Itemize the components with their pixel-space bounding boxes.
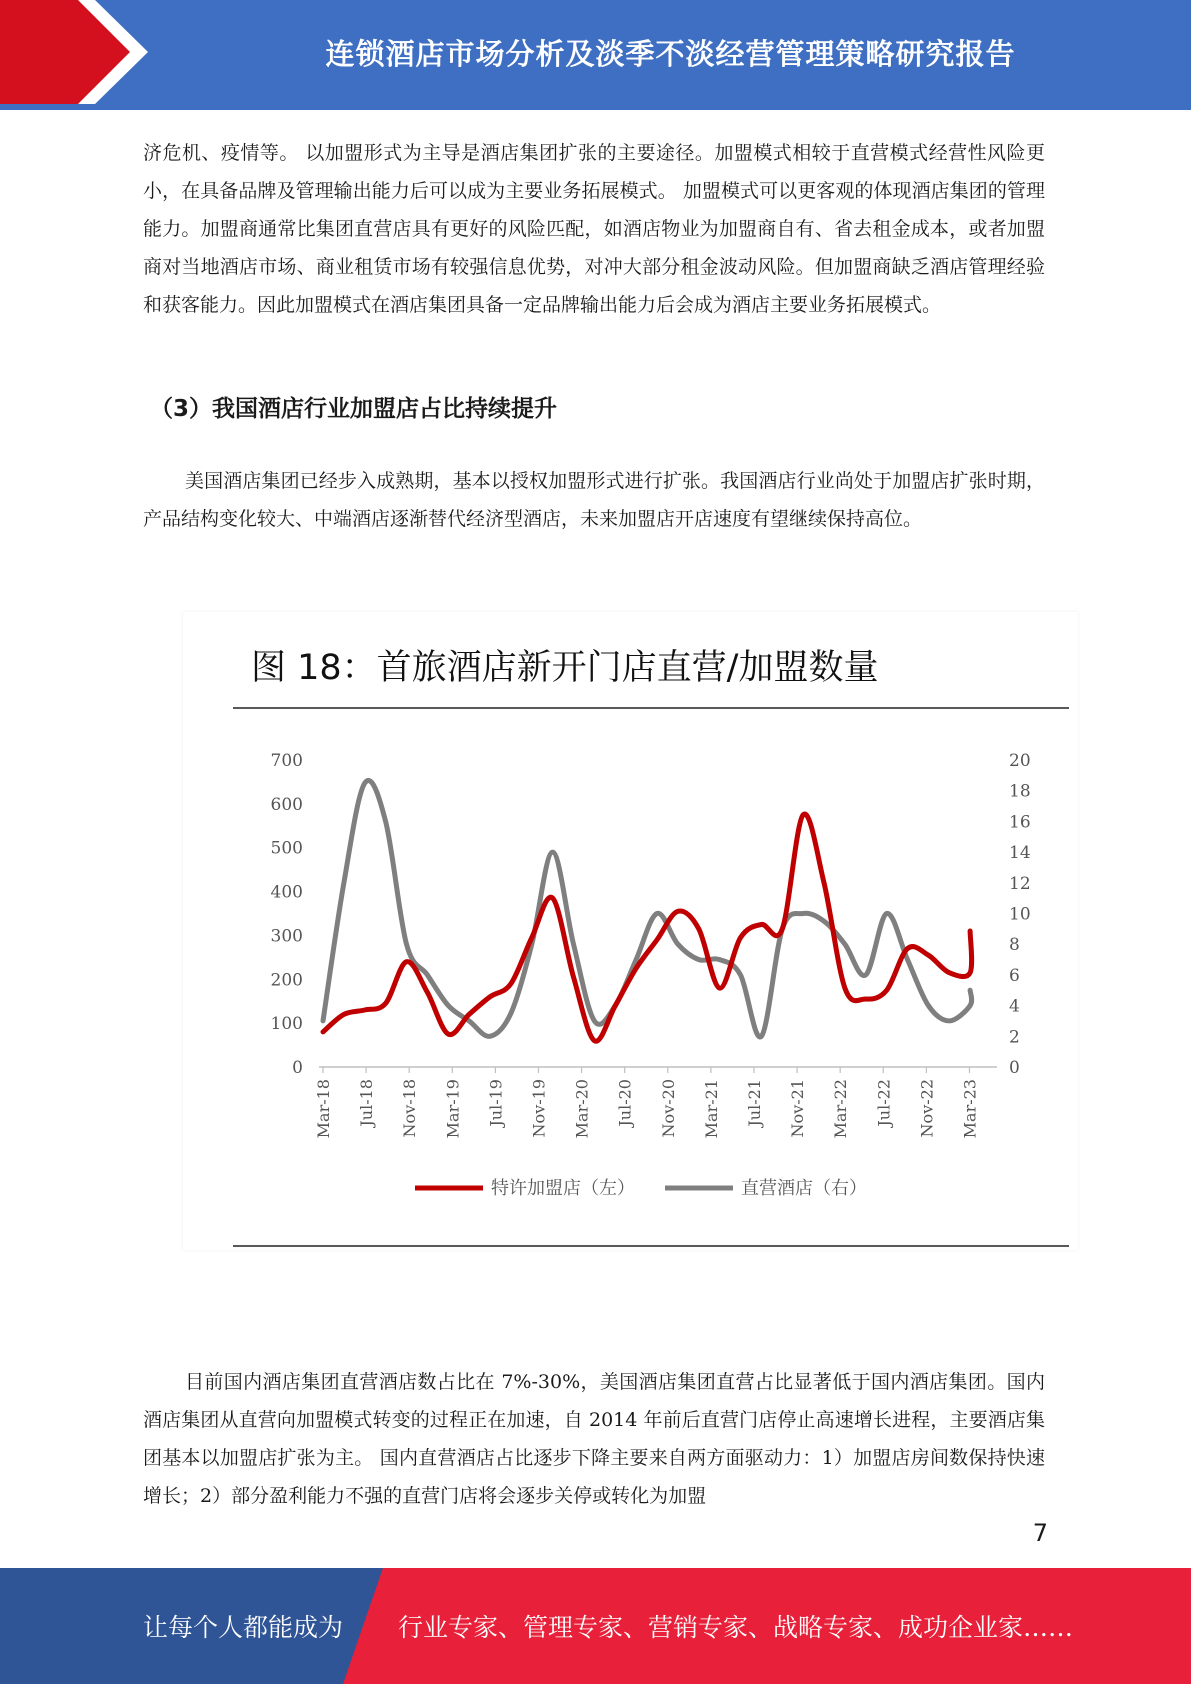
footer-slogan-right: 行业专家、管理专家、营销专家、战略专家、成功企业家…… bbox=[398, 1613, 1074, 1642]
x-axis-tick-label: Nov-21 bbox=[788, 1079, 808, 1138]
left-axis-tick-label: 0 bbox=[292, 1058, 303, 1078]
left-axis-tick-label: 500 bbox=[270, 838, 303, 859]
report-title: 连锁酒店市场分析及淡季不淡经营管理策略研究报告 bbox=[325, 36, 1016, 71]
left-axis-tick-label: 100 bbox=[270, 1014, 303, 1035]
right-axis-tick-label: 2 bbox=[1009, 1027, 1020, 1048]
x-axis-tick-label: Jul-18 bbox=[357, 1079, 377, 1127]
x-axis-tick-label: Nov-20 bbox=[658, 1079, 678, 1138]
paragraph-franchise-model: 济危机、疫情等。 以加盟形式为主导是酒店集团扩张的主要途径。加盟模式相较于直营模式经营性风险更小，在具备品牌及管理输出能力后可以成为主要业务拓展模式。 加盟模式可以更客观的体现酒店集团的管理能力。加盟商通常比集团直营店具有更好的风险匹配，如酒店物业为加盟商自有、省去租金成本，或者加盟商对当地酒店市场、商业租赁市场有较强信息优势，对冲大部分租金波动风险。但加盟商缺乏酒店管理经验和获客能力。因此加盟模式在酒店集团具备一定品牌输出能力后会成为酒店主要业务拓展模式。 bbox=[143, 142, 1045, 316]
chart-title: 图 18：首旅酒店新开门店直营/加盟数量 bbox=[251, 648, 879, 688]
right-axis-tick-label: 20 bbox=[1009, 751, 1031, 771]
right-axis-tick-label: 12 bbox=[1009, 873, 1031, 894]
x-axis-tick-label: Nov-22 bbox=[917, 1079, 937, 1138]
page-number: 7 bbox=[1032, 1519, 1048, 1547]
left-axis-tick-label: 600 bbox=[270, 794, 303, 815]
right-axis-tick-label: 4 bbox=[1009, 996, 1020, 1017]
x-axis-tick-label: Jul-21 bbox=[744, 1079, 764, 1127]
legend-label-direct: 直营酒店（右） bbox=[741, 1178, 867, 1199]
x-axis-tick-label: Nov-19 bbox=[529, 1079, 549, 1138]
x-axis-tick-label: Jul-20 bbox=[615, 1079, 635, 1127]
right-axis-tick-label: 18 bbox=[1009, 781, 1031, 802]
header-chevron-icon bbox=[0, 0, 160, 110]
right-axis-tick-label: 10 bbox=[1009, 904, 1031, 925]
x-axis-tick-label: Jul-19 bbox=[486, 1079, 506, 1127]
left-axis-tick-label: 400 bbox=[270, 882, 303, 903]
page-header bbox=[0, 0, 1191, 110]
x-axis-tick-label: Mar-18 bbox=[314, 1079, 333, 1139]
paragraph-direct-ratio: 目前国内酒店集团直营酒店数占比在 7%-30%，美国酒店集团直营占比显著低于国内酒店集团。国内酒店集团从直营向加盟模式转变的过程正在加速，自 2014 年前后直营门店停止高速增长进程，主要酒店集团基本以加盟店扩张为主。 国内直营酒店占比逐步下降主要来自两方面驱动力：1）加盟店房间数保持快速增长；2）部分盈利能力不强的直营门店将会逐步关停或转化为加盟 bbox=[143, 1371, 1045, 1507]
footer-slogan-left: 让每个人都能成为 bbox=[143, 1613, 344, 1642]
right-axis-tick-label: 0 bbox=[1009, 1058, 1020, 1078]
x-axis-tick-label: Nov-18 bbox=[400, 1079, 420, 1138]
legend-label-franchise: 特许加盟店（左） bbox=[491, 1178, 635, 1199]
x-axis-tick-label: Mar-21 bbox=[701, 1079, 721, 1139]
right-axis-tick-label: 16 bbox=[1009, 812, 1031, 833]
right-axis-tick-label: 8 bbox=[1009, 935, 1020, 956]
x-axis-tick-label: Mar-23 bbox=[960, 1079, 980, 1139]
x-axis-tick-label: Mar-22 bbox=[831, 1079, 851, 1139]
left-axis-tick-label: 300 bbox=[270, 926, 303, 947]
x-axis-tick-label: Jul-22 bbox=[874, 1079, 894, 1127]
line-chart bbox=[183, 612, 1078, 1250]
x-axis-tick-label: Mar-19 bbox=[443, 1079, 463, 1139]
page-footer bbox=[0, 1568, 1191, 1684]
right-axis-tick-label: 6 bbox=[1009, 965, 1020, 986]
section-heading: （3）我国酒店行业加盟店占比持续提升 bbox=[150, 396, 558, 422]
left-axis-tick-label: 700 bbox=[270, 751, 303, 771]
right-axis-tick-label: 14 bbox=[1009, 843, 1031, 864]
x-axis-tick-label: Mar-20 bbox=[572, 1079, 592, 1139]
figure-chart bbox=[183, 612, 1078, 1250]
left-axis-tick-label: 200 bbox=[270, 970, 303, 991]
paragraph-us-hotels: 美国酒店集团已经步入成熟期，基本以授权加盟形式进行扩张。我国酒店行业尚处于加盟店扩张时期，产品结构变化较大、中端酒店逐渐替代经济型酒店，未来加盟店开店速度有望继续保持高位。 bbox=[143, 470, 1045, 530]
